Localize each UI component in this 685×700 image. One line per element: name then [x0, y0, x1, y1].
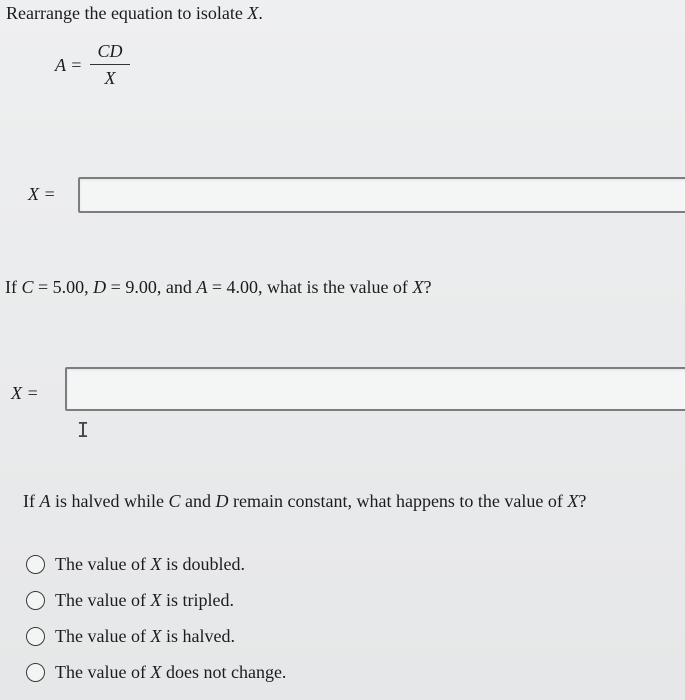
part3-q-mid3: remain constant, what happens to the value of	[228, 491, 568, 511]
part3-x-var: X	[567, 491, 579, 511]
part2-x-var: X	[412, 277, 424, 297]
option-text-var: X	[150, 590, 162, 610]
part2-x-label	[11, 382, 39, 404]
option-text-pre: The value of	[55, 554, 151, 574]
equation-lhs-text: A =	[55, 55, 83, 75]
fraction-numerator: CD	[97, 41, 123, 61]
part2-a-val: = 4.00, what is the value of	[207, 277, 413, 297]
part2-c-val: = 5.00,	[33, 277, 94, 297]
option-text-post: does not change.	[161, 662, 287, 682]
part1-answer-input[interactable]	[78, 177, 685, 213]
radio-tripled[interactable]	[26, 591, 45, 610]
title-suffix: .	[258, 3, 263, 23]
option-text-var: X	[150, 626, 162, 646]
part2-c-var: C	[21, 277, 34, 297]
equation-lhs	[55, 54, 82, 76]
option-text-var: X	[150, 662, 162, 682]
title-variable: X	[247, 3, 259, 23]
option-doubled-label[interactable]	[55, 553, 245, 575]
radio-no-change[interactable]	[26, 663, 45, 682]
part2-a-var: A	[196, 277, 208, 297]
part3-q-suffix: ?	[578, 491, 587, 511]
part1-x-label	[28, 183, 56, 205]
option-no-change-label[interactable]	[55, 661, 286, 683]
part2-d-var: D	[93, 277, 107, 297]
part3-d-var: D	[215, 491, 229, 511]
part3-a-var: A	[39, 491, 51, 511]
part3-q-mid1: is halved while	[50, 491, 169, 511]
part3-q-mid2: and	[180, 491, 216, 511]
question-title	[6, 2, 263, 24]
part2-answer-input[interactable]	[65, 367, 685, 411]
part2-q-suffix: ?	[423, 277, 432, 297]
part1-x-label-text: X =	[28, 184, 56, 204]
option-tripled-label[interactable]	[55, 589, 234, 611]
part3-q-prefix: If	[23, 491, 40, 511]
option-text-post: is doubled.	[161, 554, 245, 574]
option-text-pre: The value of	[55, 662, 151, 682]
fraction-bar	[90, 64, 130, 65]
part3-c-var: C	[168, 491, 181, 511]
text-cursor-icon: I	[77, 418, 90, 442]
title-prefix: Rearrange the equation to isolate	[6, 3, 248, 23]
part3-question	[23, 490, 586, 512]
radio-halved[interactable]	[26, 627, 45, 646]
part2-question	[5, 276, 431, 298]
fraction-denominator: X	[104, 68, 116, 89]
equation-fraction	[90, 40, 130, 89]
option-text-var: X	[150, 554, 162, 574]
option-text-post: is halved.	[161, 626, 235, 646]
radio-doubled[interactable]	[26, 555, 45, 574]
option-text-post: is tripled.	[161, 590, 234, 610]
part2-x-label-text: X =	[11, 383, 39, 403]
option-text-pre: The value of	[55, 626, 151, 646]
option-halved-label[interactable]	[55, 625, 235, 647]
part2-d-val: = 9.00, and	[106, 277, 197, 297]
part2-q-prefix: If	[5, 277, 22, 297]
option-text-pre: The value of	[55, 590, 151, 610]
